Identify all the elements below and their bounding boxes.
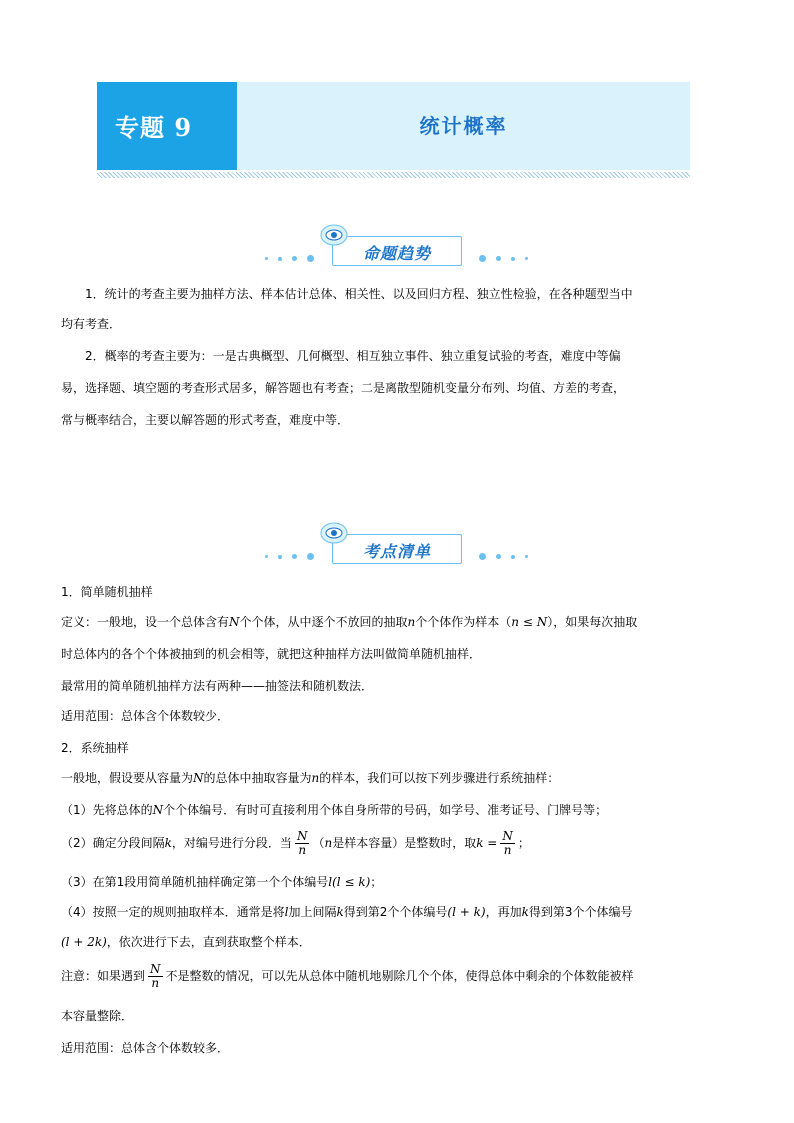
section-header-trend — [252, 230, 542, 270]
topic-banner — [97, 82, 690, 170]
banner-divider — [97, 172, 690, 178]
trend-paragraph-1a: 1．统计的考查主要为抽样方法、样本估计总体、相关性、以及回归方程、独立性检验，在各种题型当中 — [85, 287, 633, 301]
scope-line-1: 适用范围：总体含个体数较少． — [61, 709, 230, 723]
fraction-N-over-n: $\frac{N}{n}$ — [502, 829, 513, 857]
fraction-N-over-n: $\frac{N}{n}$ — [150, 962, 161, 990]
topic-label-block — [97, 82, 237, 170]
trend-paragraph-2a: 2．概率的考查主要为：一是古典概型、几何概型、相互独立事件、独立重复试验的考查，难度中等偏 — [85, 349, 621, 363]
fraction-N-over-n: $\frac{N}{n}$ — [296, 829, 308, 857]
step-3-line: （3）在第1段用简单随机抽样确定第一个个体编号l(l ≤ k)； — [61, 875, 383, 889]
section-heading-box — [332, 236, 462, 266]
trend-paragraph-1b: 均有考查． — [61, 317, 122, 331]
heading-simple-random-sampling: 1．简单随机抽样 — [61, 585, 153, 599]
definition-line-2: 时总体内的各个个体被抽到的机会相等，就把这种抽样方法叫做简单随机抽样． — [61, 647, 482, 661]
eye-icon — [320, 522, 348, 544]
right-dots-decoration — [474, 248, 533, 256]
scope-line-2: 适用范围：总体含个体数较多． — [61, 1041, 230, 1055]
step-1-line: （1）先将总体的N个个体编号．有时可直接利用个体自身所带的号码，如学号、准考证号、门牌号等； — [61, 803, 608, 817]
right-dots-decoration — [474, 546, 533, 554]
systematic-intro-line: 一般地，假设要从容量为N的总体中抽取容量为n的样本，我们可以按下列步骤进行系统抽样： — [61, 771, 560, 785]
left-dots-decoration — [260, 248, 319, 256]
step-2-line: （2）确定分段间隔k，对编号进行分段．当 $\frac{N}{n}$ （n是样本容量）是整数时，取k = $\frac{N}{n}$ ； — [61, 829, 530, 857]
eye-icon — [320, 224, 348, 246]
section-heading: 命题趋势 — [362, 244, 431, 263]
definition-line-1: 定义：一般地，设一个总体含有N个个体，从中逐个不放回的抽取n个个体作为样本（n ≤ N），如果每次抽取 — [61, 615, 638, 629]
left-dots-decoration — [260, 546, 319, 554]
note-line-1: 注意：如果遇到 $\frac{N}{n}$ 不是整数的情况，可以先从总体中随机地剔除几个个体，使得总体中剩余的个体数能被样 — [61, 962, 634, 990]
topic-label: 专题 9 — [115, 113, 193, 142]
step-4-line-1: （4）按照一定的规则抽取样本．通常是将l加上间隔k得到第2个个体编号(l + k)，再加k得到第3个个体编号 — [61, 905, 633, 919]
trend-paragraph-2c: 常与概率结合，主要以解答题的形式考查，难度中等． — [61, 413, 350, 427]
topic-title: 统计概率 — [419, 114, 508, 138]
section-heading: 考点清单 — [362, 542, 431, 561]
section-heading-box — [332, 534, 462, 564]
section-header-checklist — [252, 528, 542, 568]
note-line-2: 本容量整除． — [61, 1009, 134, 1023]
heading-systematic-sampling: 2．系统抽样 — [61, 741, 129, 755]
common-methods-line: 最常用的简单随机抽样方法有两种——抽签法和随机数法． — [61, 679, 374, 693]
step-4-line-2: (l + 2k)，依次进行下去，直到获取整个样本． — [61, 935, 311, 949]
trend-paragraph-2b: 易，选择题、填空题的考查形式居多，解答题也有考查；二是离散型随机变量分布列、均值、方差的考查， — [61, 381, 626, 395]
